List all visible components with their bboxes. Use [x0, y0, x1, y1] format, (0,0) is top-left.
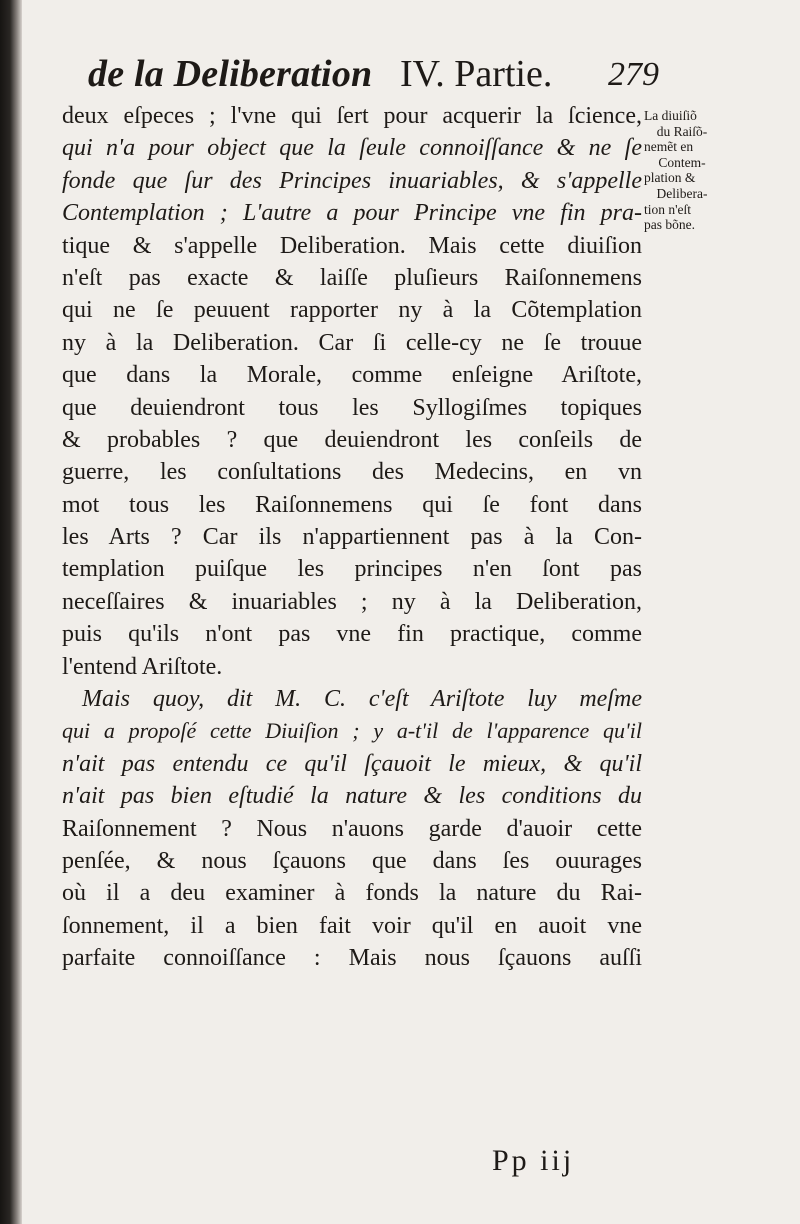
text-line: ſonnement, il a bien fait voir qu'il en auoit vne [62, 912, 642, 939]
text-line: que deuiendront tous les Syllogiſmes topiques [62, 394, 642, 421]
text-line: où il a deu examiner à fonds la nature du Rai- [62, 880, 642, 907]
text-line: qui n'a pour object que la ſeule connoiſſance & ne ſe [62, 135, 642, 162]
text-line: Mais quoy, dit M. C. c'eſt Ariſtote luy meſme [82, 686, 642, 713]
signature-mark: Pp iij [492, 1144, 575, 1177]
text-line: n'ait pas bien eſtudié la nature & les conditions du [62, 783, 642, 810]
book-page [22, 0, 800, 1224]
running-title: de la Deliberation [88, 53, 373, 95]
text-line: parfaite connoiſſance : Mais nous ſçauons auſſi [62, 945, 642, 972]
text-line: guerre, les conſultations des Medecins, en vn [62, 459, 642, 486]
margin-note-line: du Raiſõ- [656, 123, 708, 139]
text-line: qui ne ſe peuuent rapporter ny à la Cõtemplation [62, 297, 642, 324]
text-line: l'entend Ariſtote. [62, 653, 223, 680]
margin-note-line: pas bõne. [644, 217, 695, 233]
section-label: IV. Partie. [400, 53, 553, 95]
margin-note-line: tion n'eſt [644, 201, 692, 217]
text-line: Raiſonnement ? Nous n'auons garde d'auoir cette [62, 815, 642, 842]
margin-note-line: La diuiſiõ [644, 108, 697, 123]
text-line: les Arts ? Car ils n'appartiennent pas à la Con- [62, 524, 642, 551]
margin-note-line: Contem- [658, 154, 706, 170]
margin-note [644, 108, 720, 233]
text-line: mot tous les Raiſonnemens qui ſe font dans [62, 491, 642, 518]
text-line: & probables ? que deuiendront les conſeils de [62, 426, 642, 453]
body-text [62, 100, 642, 975]
text-line: deux eſpeces ; l'vne qui ſert pour acquerir la ſcience, [62, 103, 642, 129]
text-line: que dans la Morale, comme enſeigne Ariſtote, [62, 362, 642, 389]
text-line: tique & s'appelle Deliberation. Mais cette diuiſion [62, 232, 642, 259]
margin-note-line: plation & [644, 170, 696, 186]
text-line: templation puiſque les principes n'en ſont pas [62, 556, 642, 583]
text-line: neceſſaires & inuariables ; ny à la Deliberation, [62, 588, 642, 615]
text-line: qui a propoſé cette Diuiſion ; y a-t'il de l'apparence qu'il [62, 718, 642, 744]
text-line: n'ait pas entendu ce qu'il ſçauoit le mieux, & qu'il [62, 750, 642, 777]
text-line: n'eſt pas exacte & laiſſe pluſieurs Raiſonnemens [62, 264, 642, 291]
margin-note-line: nemẽt en [644, 139, 694, 155]
page-header [88, 50, 658, 98]
book-binding-shadow [0, 0, 22, 1224]
page-number: 279 [608, 56, 659, 93]
text-line: Contemplation ; L'autre a pour Principe vne fin pra- [62, 200, 642, 227]
text-line: penſée, & nous ſçauons que dans ſes ouurages [62, 847, 642, 874]
margin-note-line: Delibera- [656, 185, 708, 201]
text-line: ny à la Deliberation. Car ſi celle-cy ne ſe trouue [62, 329, 642, 356]
text-line: puis qu'ils n'ont pas vne fin practique, comme [62, 621, 642, 648]
text-line: fonde que ſur des Principes inuariables, & s'appelle [62, 167, 642, 194]
